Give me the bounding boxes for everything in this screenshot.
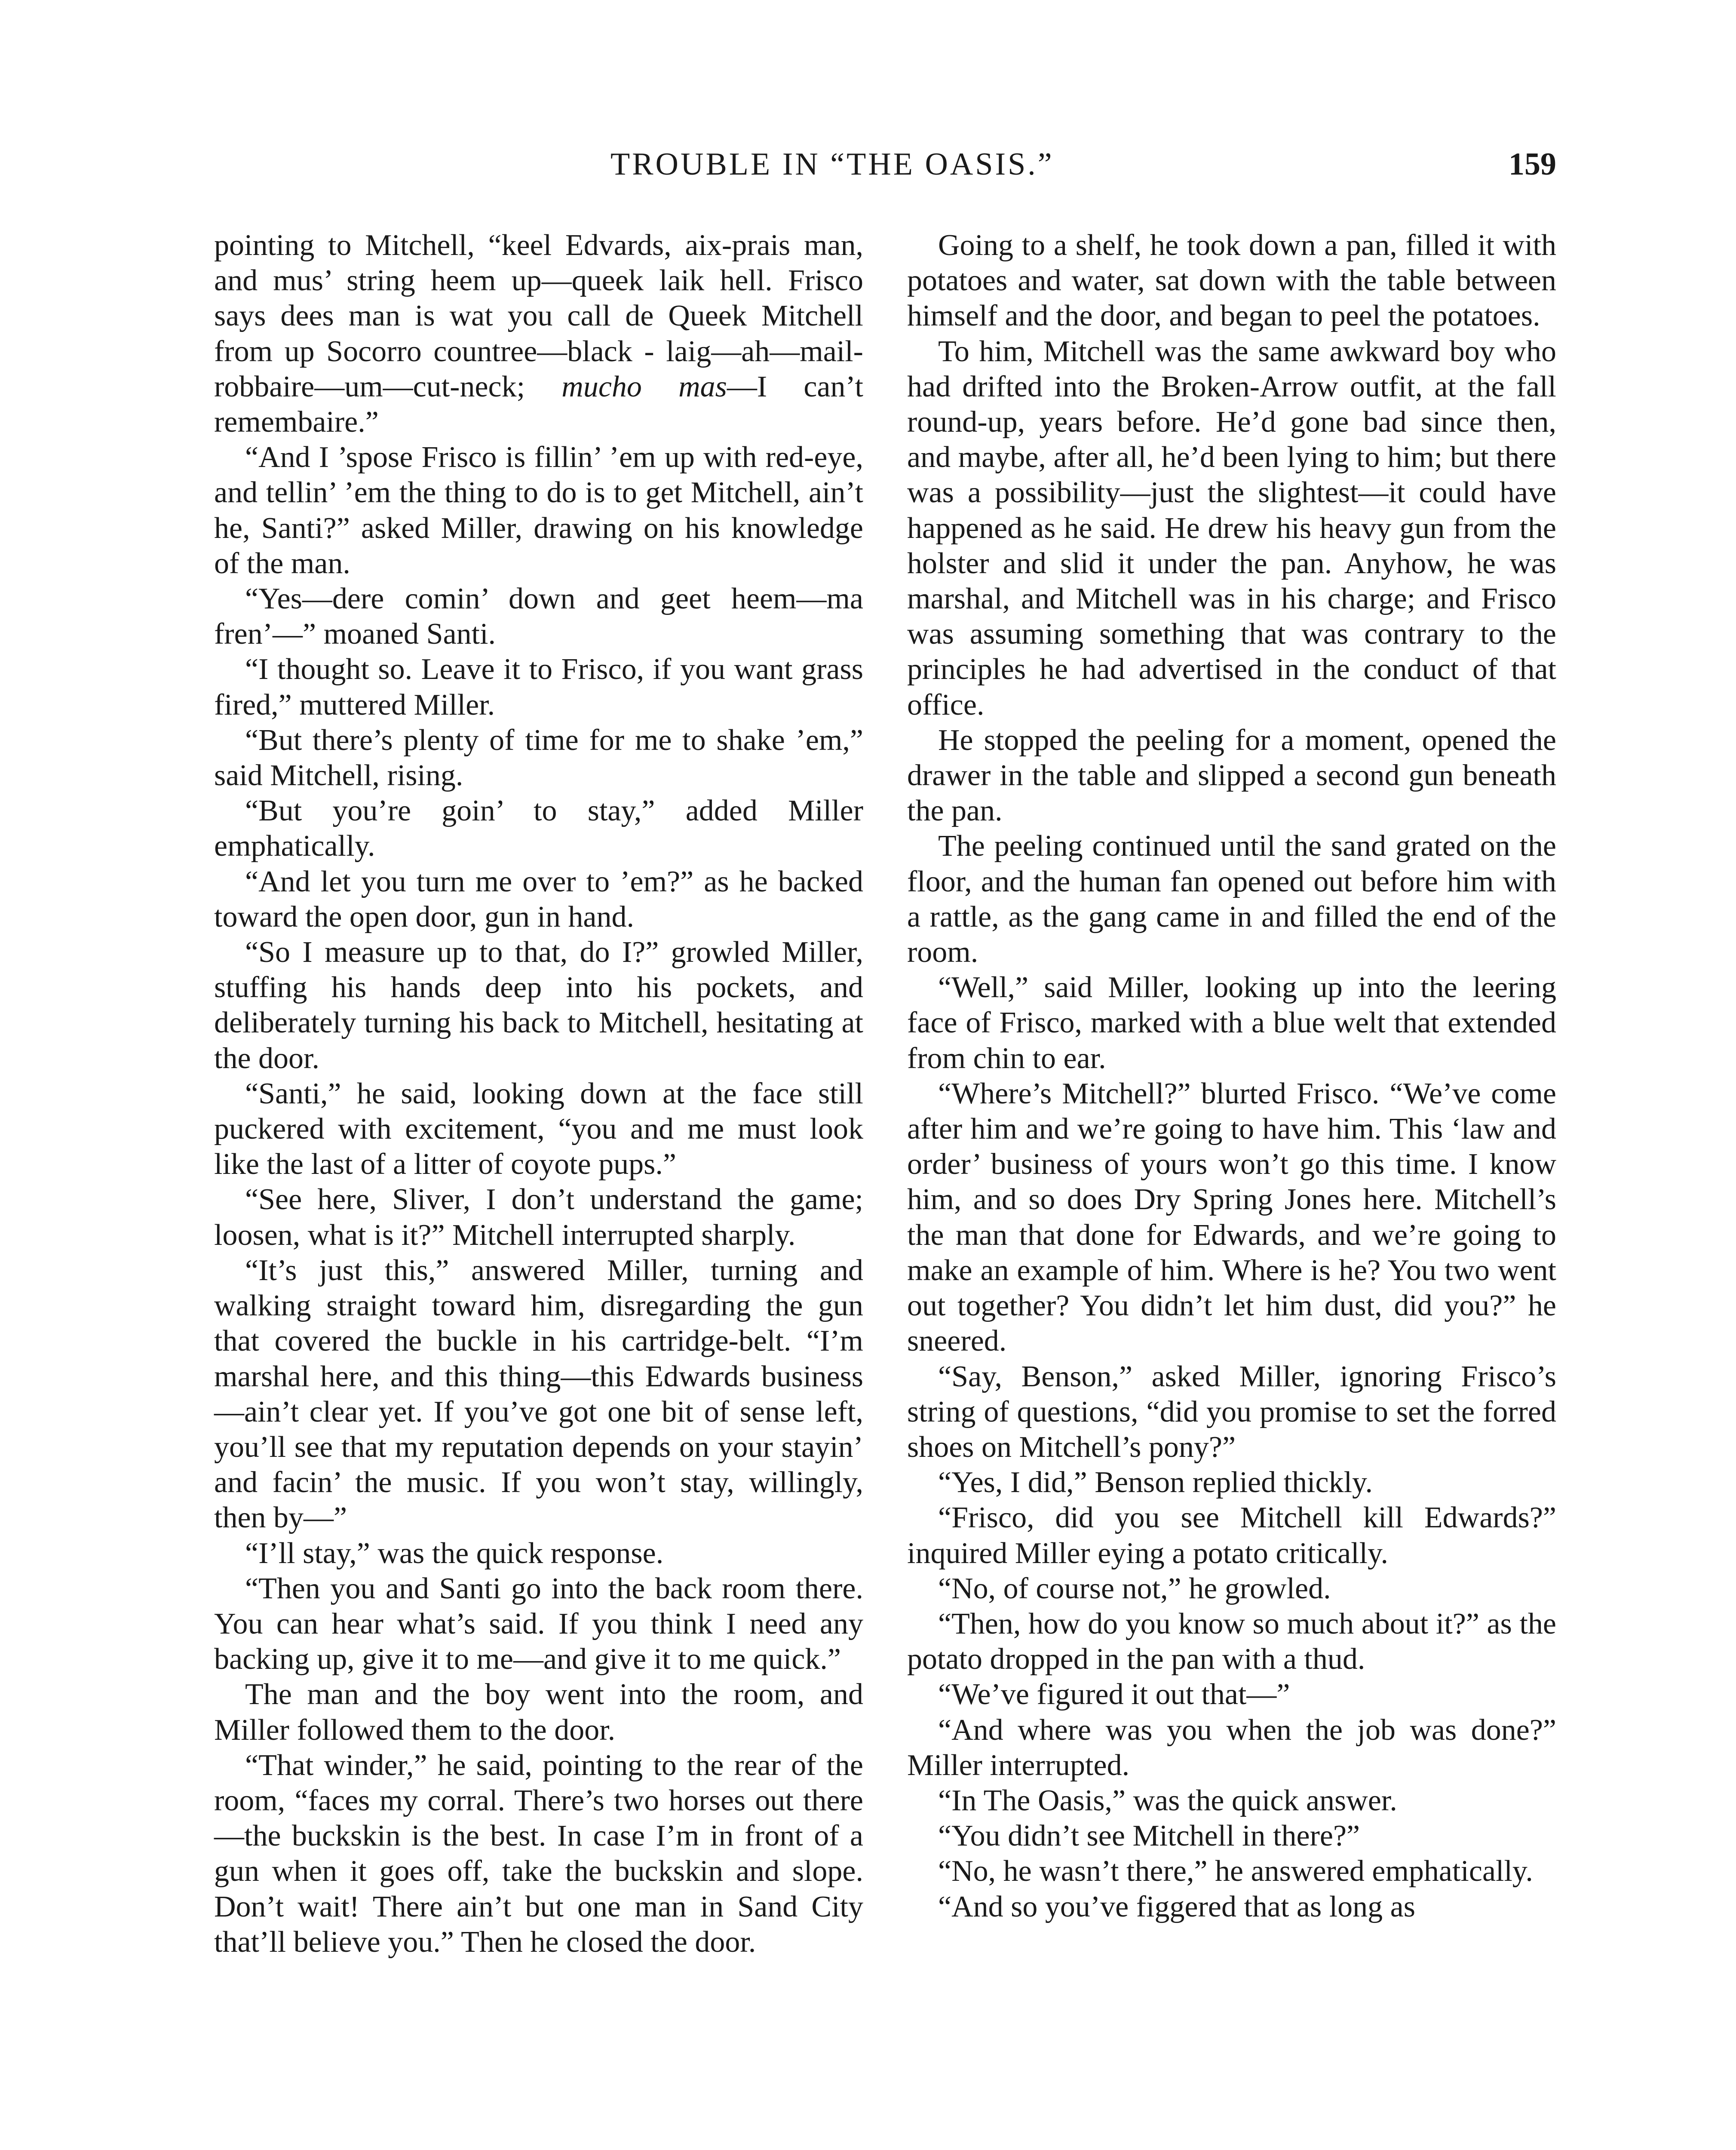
paragraph: “We’ve figured it out that—” <box>938 1678 1290 1711</box>
paragraph: “Then, how do you know so much about it?” as the potato dropped in the pan with a thud. <box>907 1607 1556 1676</box>
paragraph: “Where’s Mitchell?” blurted Frisco. “We’ve come after him and we’re going to have him. This ‘law and order’ business of yours won’t go this time. I know him, and so does Dry Spring Jones here. Mitchell’s the man that done for Edwards, and we’re going to make an example of him. Where is he? You two went out together? You didn’t let him dust, did you?” he sneered. <box>907 1077 1556 1358</box>
paragraph: “I’ll stay,” was the quick response. <box>245 1536 664 1570</box>
page-header <box>0 146 1556 198</box>
paragraph: “Yes—dere comin’ down and geet heem—ma fren’—” moaned Santi. <box>214 582 863 651</box>
paragraph: “So I measure up to that, do I?” growled Miller, stuffing his hands deep into his pockets, and deliberately turning his back to Mitchell, hesitating at the door. <box>214 936 863 1075</box>
paragraph: “It’s just this,” answered Miller, turning and walking straight toward him, disregarding the gun that covered the buckle in his cartridge-belt. “I’m marshal here, and this thing—this Edwards business—ain’t clear yet. If you’ve got one bit of sense left, you’ll see that my reputation depends on your stayin’ and facin’ the music. If you won’t stay, willingly, then by—” <box>214 1253 863 1535</box>
paragraph: He stopped the peeling for a moment, opened the drawer in the table and slipped a second gun beneath the pan. <box>907 723 1556 828</box>
paragraph: “See here, Sliver, I don’t understand the game; loosen, what is it?” Mitchell interrupted sharply. <box>214 1183 863 1252</box>
paragraph: “That winder,” he said, pointing to the rear of the room, “faces my corral. There’s two horses out there—the buckskin is the best. In case I’m in front of a gun when it goes off, take the buckskin and slope. Don’t wait! There ain’t but one man in Sand City that’ll believe you.” Then he closed the door. <box>214 1748 863 1959</box>
paragraph: “And let you turn me over to ’em?” as he backed toward the open door, gun in hand. <box>214 865 863 934</box>
paragraph: “And where was you when the job was done?” Miller interrupted. <box>907 1713 1556 1782</box>
paragraph: To him, Mitchell was the same awkward boy who had drifted into the Broken-Arrow outfit, at the fall round-up, years before. He’d gone bad since then, and maybe, after all, he’d been lying to him; but there was a possibility—just the slightest—it could have happened as he said. He drew his heavy gun from the holster and slid it under the pan. Anyhow, he was marshal, and Mitchell was in his charge; and Frisco was assuming something that was contrary to the principles he had advertised in the conduct of that office. <box>907 335 1556 722</box>
right-column <box>907 228 1556 1925</box>
paragraph: “No, of course not,” he growled. <box>938 1572 1331 1605</box>
italic-phrase: mucho mas <box>561 370 727 403</box>
paragraph: “And I ’spose Frisco is fillin’ ’em up with red-eye, and tellin’ ’em the thing to do is to get Mitchell, ain’t he, Santi?” asked Miller, drawing on his knowledge of the man. <box>214 441 863 580</box>
paragraph: “Santi,” he said, looking down at the face still puckered with excitement, “you and me must look like the last of a litter of coyote pups.” <box>214 1077 863 1181</box>
paragraph: “Say, Benson,” asked Miller, ignoring Frisco’s string of questions, “did you promise to set the forred shoes on Mitchell’s pony?” <box>907 1360 1556 1464</box>
paragraph: “But there’s plenty of time for me to shake ’em,” said Mitchell, rising. <box>214 723 863 792</box>
paragraph: “You didn’t see Mitchell in there?” <box>938 1819 1360 1853</box>
running-title: TROUBLE IN “THE OASIS.” <box>610 147 1054 182</box>
paragraph: “No, he wasn’t there,” he answered emphatically. <box>938 1855 1533 1888</box>
paragraph: “I thought so. Leave it to Frisco, if you want grass fired,” muttered Miller. <box>214 653 863 722</box>
paragraph: “And so you’ve figgered that as long as <box>938 1890 1415 1923</box>
paragraph: “Yes, I did,” Benson replied thickly. <box>938 1466 1373 1499</box>
paragraph: “In The Oasis,” was the quick answer. <box>938 1784 1397 1817</box>
left-column <box>214 228 863 1960</box>
page-number: 159 <box>1509 147 1556 182</box>
paragraph: “Well,” said Miller, looking up into the leering face of Frisco, marked with a blue welt that extended from chin to ear. <box>907 971 1556 1075</box>
paragraph: “Then you and Santi go into the back room there. You can hear what’s said. If you think I need any backing up, give it to me—and give it to me quick.” <box>214 1572 863 1676</box>
paragraph: “But you’re goin’ to stay,” added Miller emphatically. <box>214 794 863 863</box>
paragraph: Going to a shelf, he took down a pan, filled it with potatoes and water, sat down with the table between himself and the door, and began to peel the potatoes. <box>907 229 1556 333</box>
paragraph: The man and the boy went into the room, and Miller followed them to the door. <box>214 1678 863 1747</box>
paragraph: “Frisco, did you see Mitchell kill Edwards?” inquired Miller eying a potato critically. <box>907 1501 1556 1570</box>
paragraph: pointing to Mitchell, “keel Edvards, aix-prais man, and mus’ string heem up—queek laik hell. Frisco says dees man is wat you call de Queek Mitchell from up Socorro countree—black - laig—ah—mail-robbaire—um—cut-neck; mucho mas—I can’t remembaire.” <box>214 229 864 439</box>
paragraph: The peeling continued until the sand grated on the floor, and the human fan opened out before him with a rattle, as the gang came in and filled the end of the room. <box>907 829 1556 969</box>
